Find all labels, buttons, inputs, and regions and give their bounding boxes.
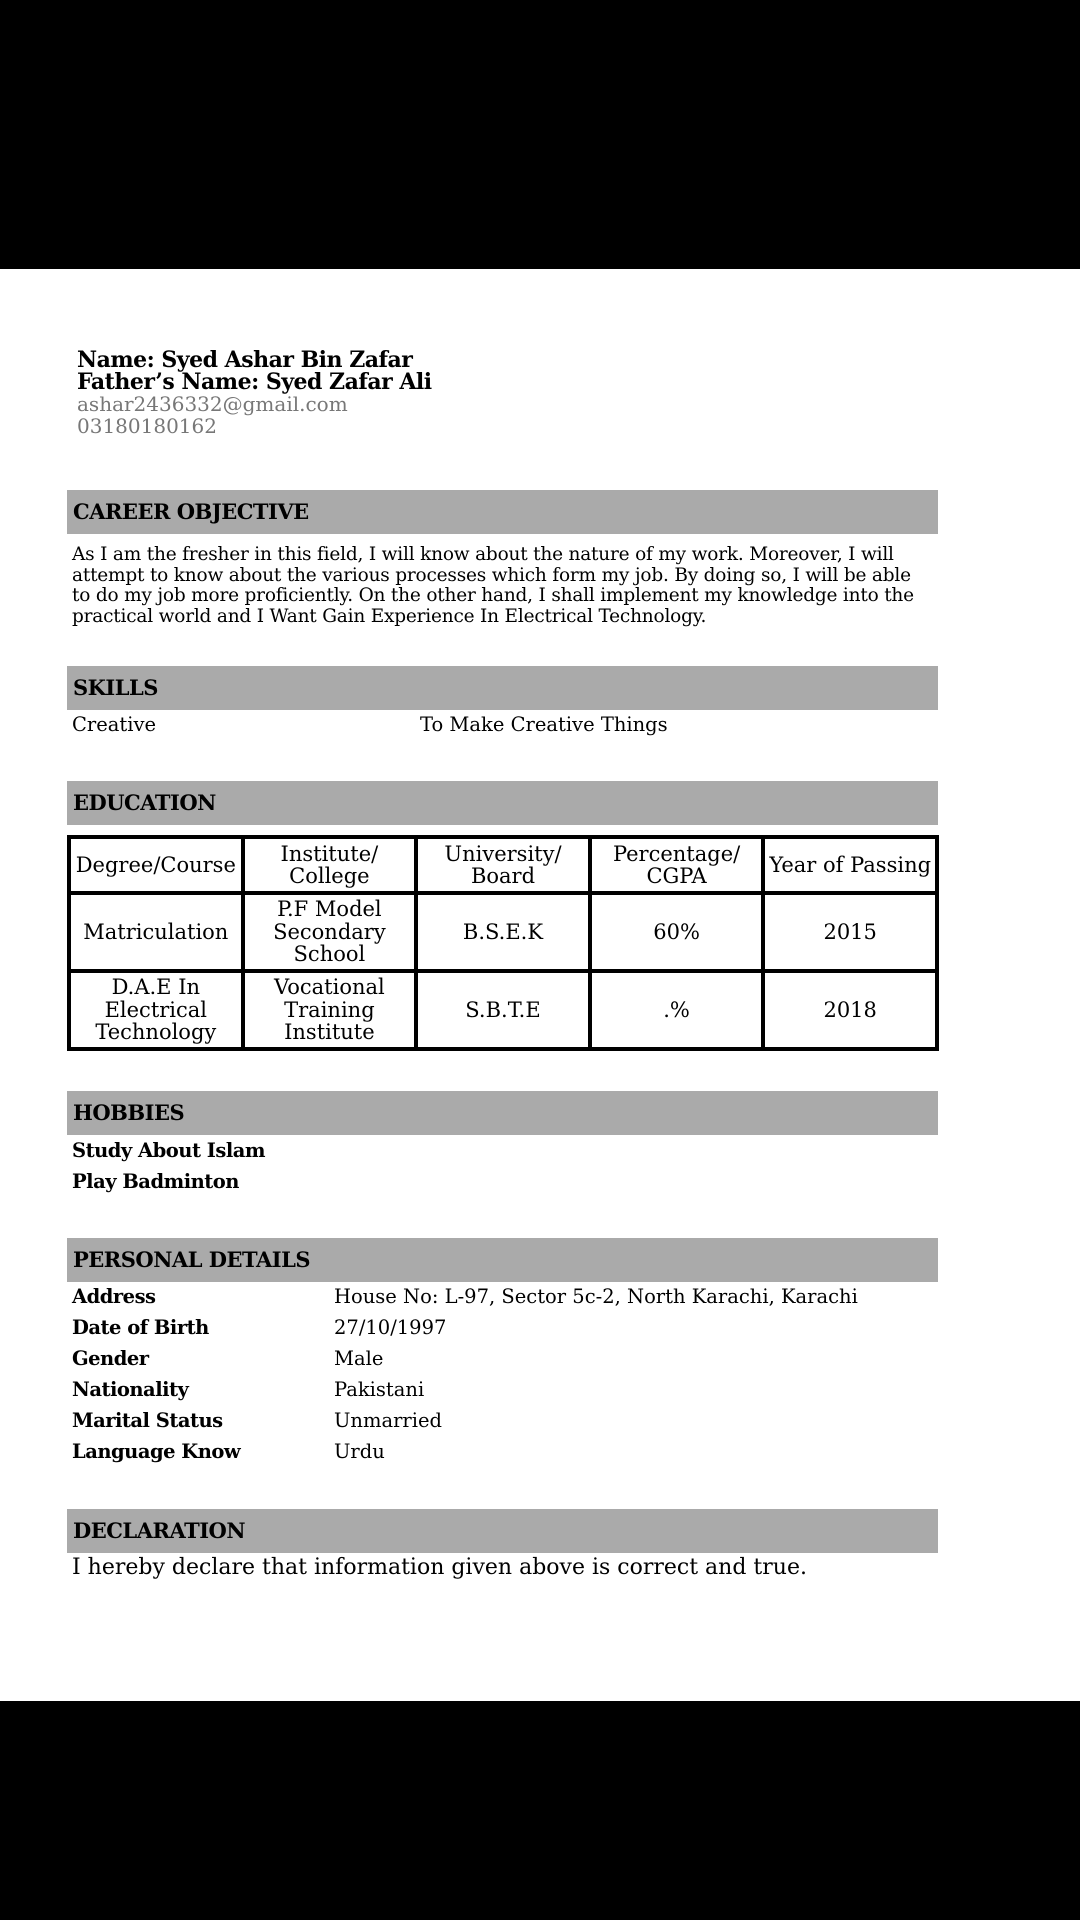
skill-description: To Make Creative Things [420,713,668,736]
objective-line: As I am the fresher in this field, I will know about the nature of my work. Moreover, I will [72,544,894,565]
detail-label: Marital Status [72,1409,223,1432]
objective-line: attempt to know about the various processes which form my job. By doing so, I will be able [72,564,911,586]
detail-value: Male [334,1347,384,1370]
objective-line: practical world and I Want Gain Experience In Electrical Technology. [72,605,707,627]
column-header: Degree/Course [69,837,243,893]
email-text: ashar2436332@gmail.com [77,392,348,416]
column-header: Year of Passing [763,837,937,893]
table-row [69,971,937,1049]
skills-heading: SKILLS [67,666,938,710]
column-header: University/ Board [416,837,590,893]
career-objective-heading: CAREER OBJECTIVE [67,490,938,534]
table-header-row [69,837,937,893]
table-cell: B.S.E.K [416,893,590,971]
phone-text: 03180180162 [77,414,217,438]
detail-value: Unmarried [334,1409,443,1432]
detail-label: Gender [72,1347,149,1370]
objective-line: to do my job more proficiently. On the other hand, I shall implement my knowledge into the [72,585,914,606]
education-heading: EDUCATION [67,781,938,825]
table-cell: 2015 [763,893,937,971]
name-line: Name: Syed Ashar Bin Zafar [77,347,413,373]
resume-page [0,269,1080,1701]
detail-value: Urdu [334,1440,385,1463]
declaration-heading: DECLARATION [67,1509,938,1553]
hobbies-heading: HOBBIES [67,1091,938,1135]
table-cell: D.A.E In Electrical Technology [69,971,243,1049]
career-objective-text [72,545,932,627]
column-header: Percentage/ CGPA [590,837,764,893]
table-cell: .% [590,971,764,1049]
table-cell: 60% [590,893,764,971]
table-cell: 2018 [763,971,937,1049]
personal-details-heading: PERSONAL DETAILS [67,1238,938,1282]
resume-header [77,349,432,437]
skill-name: Creative [72,713,157,736]
father-name-line: Father’s Name: Syed Zafar Ali [77,369,432,395]
table-cell: Vocational Training Institute [243,971,417,1049]
education-table [67,835,939,1051]
detail-value: House No: L-97, Sector 5c-2, North Karachi, Karachi [334,1285,858,1308]
detail-label: Address [72,1285,156,1308]
table-row [69,893,937,971]
hobby-item: Study About Islam [72,1139,266,1162]
detail-label: Language Know [72,1440,241,1463]
table-cell: S.B.T.E [416,971,590,1049]
declaration-text: I hereby declare that information given above is correct and true. [72,1555,807,1580]
detail-value: 27/10/1997 [334,1316,447,1339]
detail-value: Pakistani [334,1378,425,1401]
hobby-item: Play Badminton [72,1170,239,1193]
detail-label: Nationality [72,1378,189,1401]
table-cell: P.F Model Secondary School [243,893,417,971]
detail-label: Date of Birth [72,1316,209,1339]
table-cell: Matriculation [69,893,243,971]
column-header: Institute/ College [243,837,417,893]
